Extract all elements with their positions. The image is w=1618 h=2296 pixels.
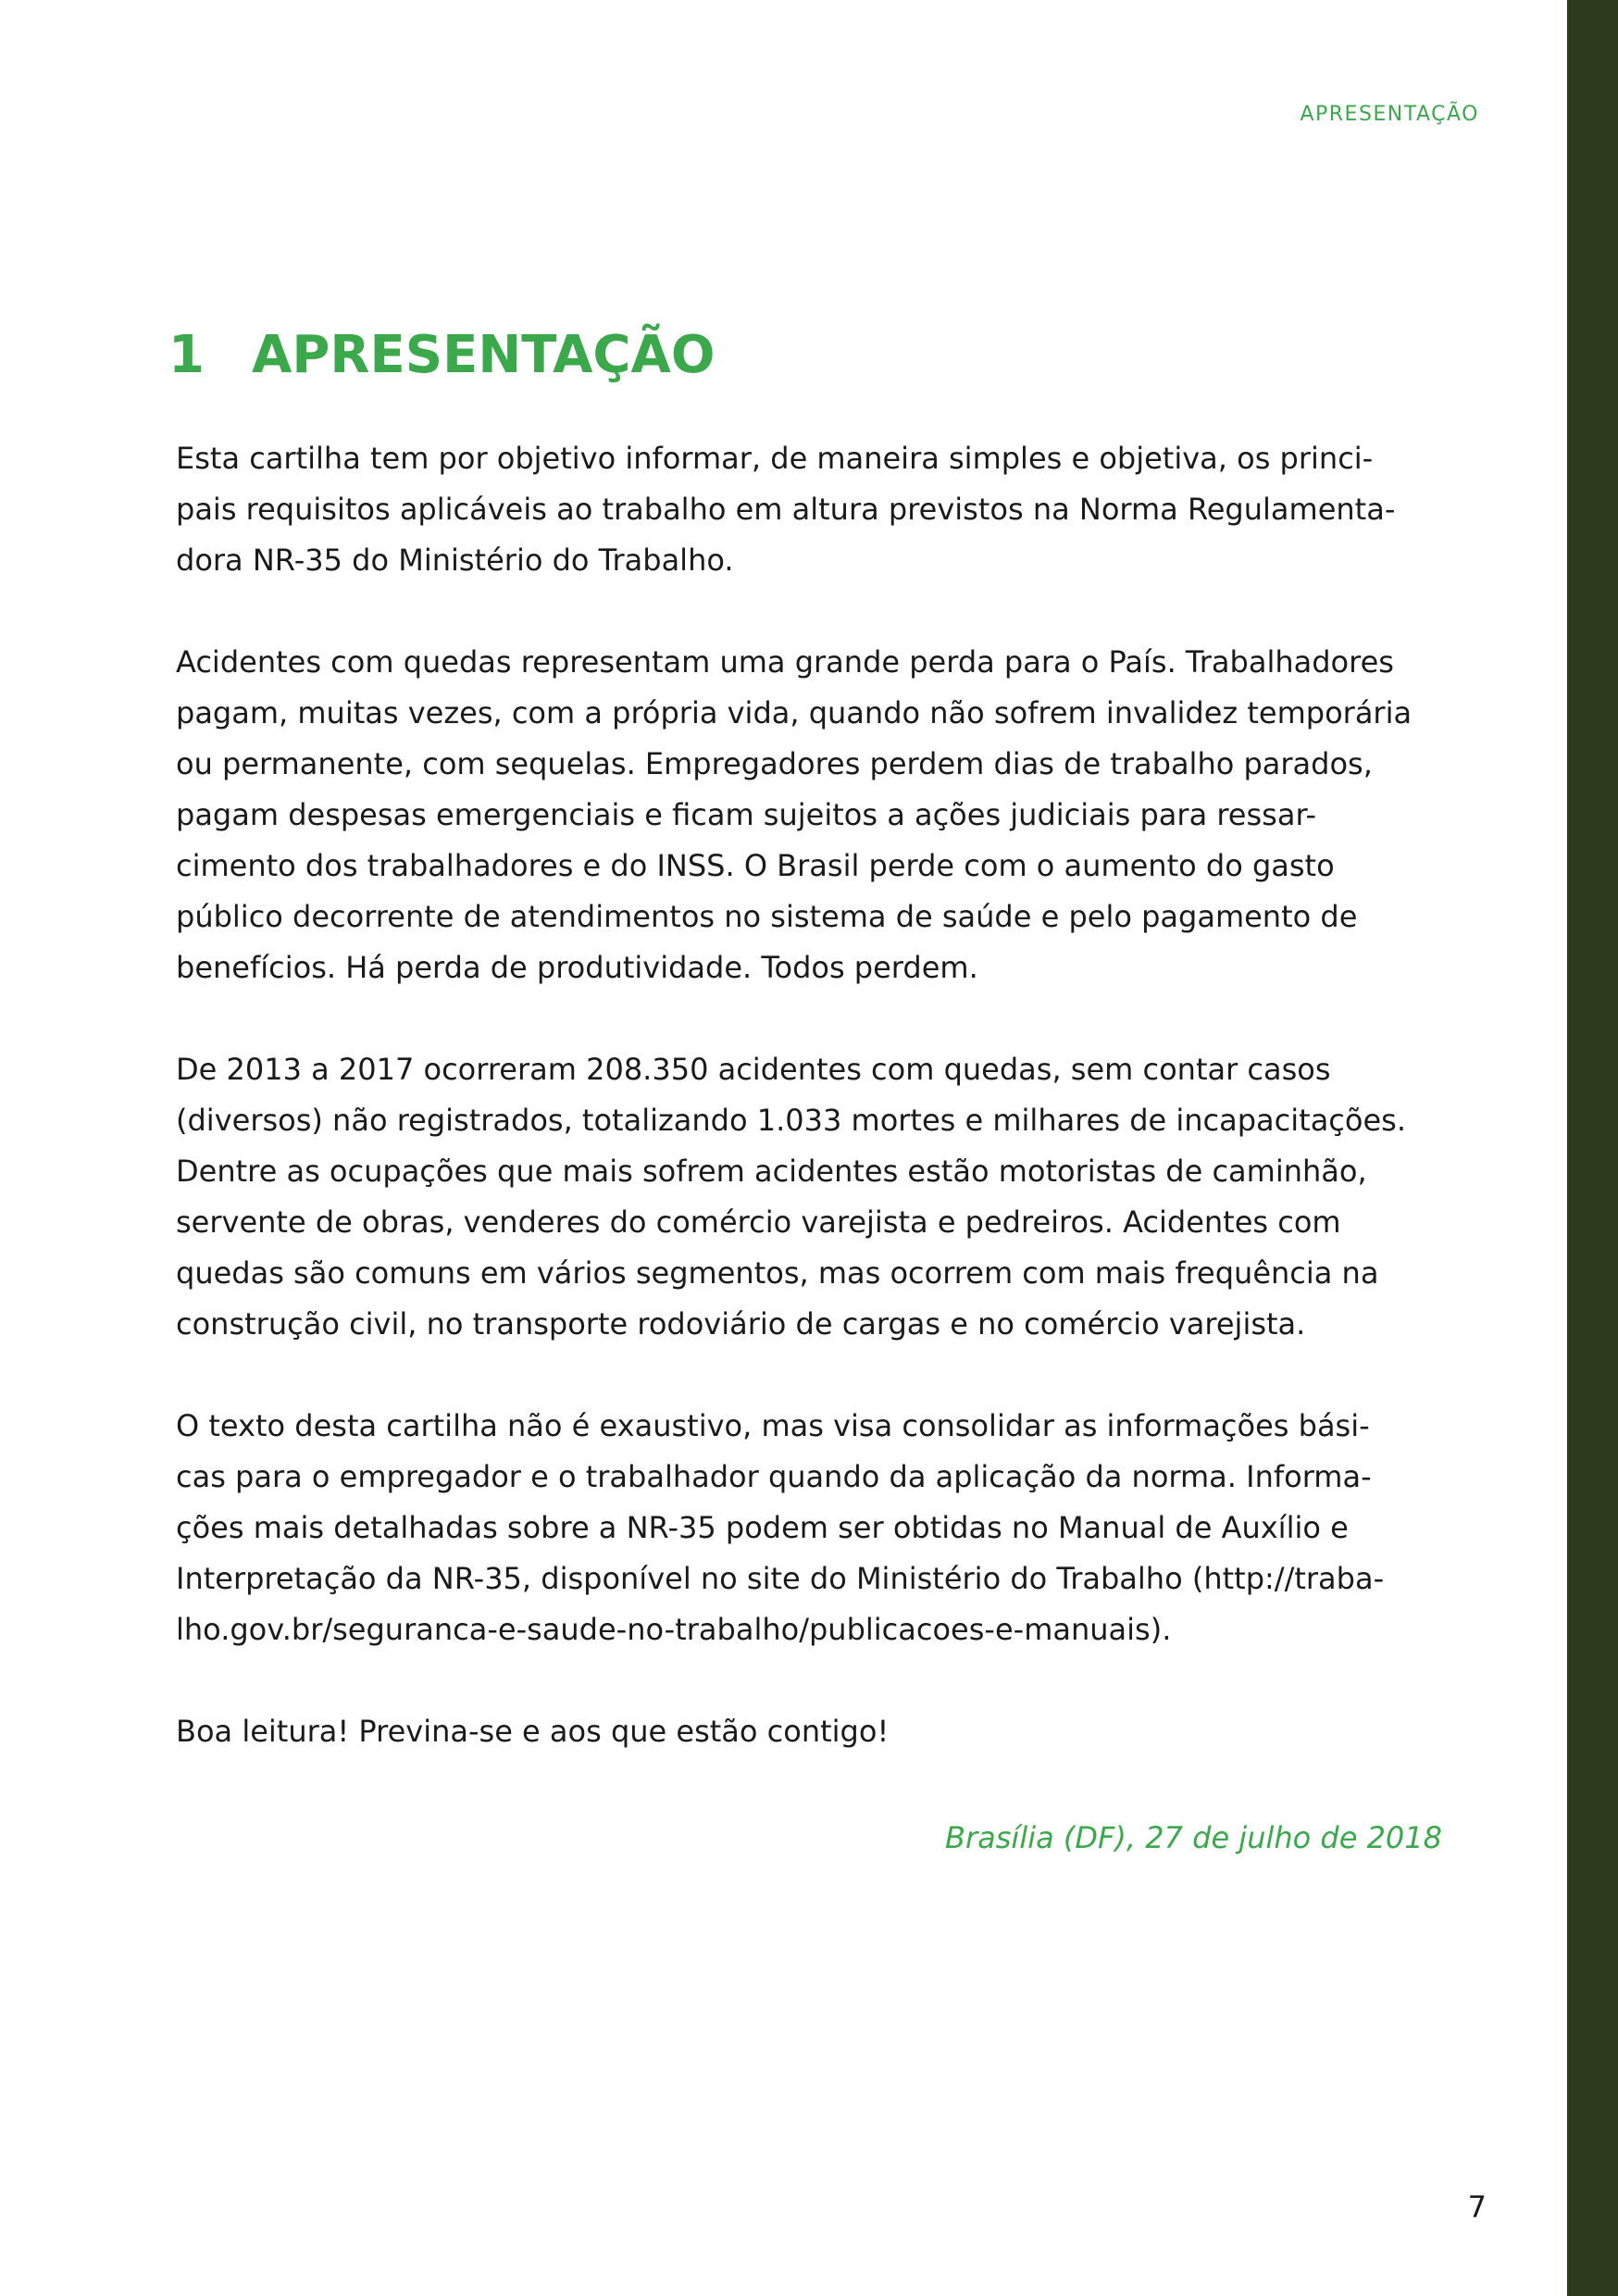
text-line: pais requisitos aplicáveis ao trabalho em altura previstos na Norma Regulamenta-	[176, 492, 1396, 527]
text-line: ções mais detalhadas sobre a NR-35 podem ser obtidas no Manual de Auxílio e	[176, 1510, 1349, 1545]
body-text	[176, 433, 1446, 1808]
text-line: público decorrente de atendimentos no sistema de saúde e pelo pagamento de	[176, 899, 1358, 934]
text-line: cas para o empregador e o trabalhador quando da aplicação da norma. Informa-	[176, 1459, 1372, 1494]
text-line: ou permanente, com sequelas. Empregadores perdem dias de trabalho parados,	[176, 746, 1373, 781]
text-line: Interpretação da NR-35, disponível no site do Ministério do Trabalho (http://traba-	[176, 1561, 1385, 1596]
text-line: De 2013 a 2017 ocorreram 208.350 acidentes com quedas, sem contar casos	[176, 1052, 1331, 1087]
text-line: pagam, muitas vezes, com a própria vida, quando não sofrem invalidez temporária	[176, 695, 1413, 730]
page-edge-bar	[1567, 0, 1618, 2296]
page-number: 7	[1467, 2190, 1487, 2225]
text-line: construção civil, no transporte rodoviário de cargas e no comércio varejista.	[176, 1306, 1306, 1341]
text-line: Dentre as ocupações que mais sofrem acidentes estão motoristas de caminhão,	[176, 1154, 1367, 1189]
text-line: O texto desta cartilha não é exaustivo, mas visa consolidar as informações bási-	[176, 1408, 1370, 1443]
text-line: pagam despesas emergenciais e ficam sujeitos a ações judiciais para ressar-	[176, 797, 1317, 832]
text-line: (diversos) não registrados, totalizando 1.033 mortes e milhares de incapacitações.	[176, 1103, 1406, 1138]
section-number: 1	[168, 324, 205, 385]
text-line: quedas são comuns em vários segmentos, mas ocorrem com mais frequência na	[176, 1255, 1379, 1291]
paragraph-objective	[176, 433, 1446, 586]
paragraph-statistics	[176, 1044, 1446, 1350]
section-title-text: APRESENTAÇÃO	[252, 324, 716, 385]
text-line: Boa leitura! Previna-se e aos que estão contigo!	[176, 1714, 890, 1749]
running-header: APRESENTAÇÃO	[1300, 103, 1479, 126]
section-title	[168, 325, 715, 392]
paragraph-scope	[176, 1401, 1446, 1655]
text-line: servente de obras, venderes do comércio varejista e pedreiros. Acidentes com	[176, 1204, 1341, 1240]
text-line: Acidentes com quedas representam uma grande perda para o País. Trabalhadores	[176, 644, 1394, 680]
signature-place-date: Brasília (DF), 27 de julho de 2018	[945, 1820, 1442, 1855]
text-line: lho.gov.br/seguranca-e-saude-no-trabalho/publicacoes-e-manuais).	[176, 1612, 1172, 1647]
paragraph-closing	[176, 1706, 1446, 1757]
text-line: benefícios. Há perda de produtividade. Todos perdem.	[176, 950, 978, 985]
paragraph-losses	[176, 637, 1446, 993]
text-line: cimento dos trabalhadores e do INSS. O Brasil perde com o aumento do gasto	[176, 848, 1335, 883]
text-line: Esta cartilha tem por objetivo informar, de maneira simples e objetiva, os princi-	[176, 441, 1374, 476]
text-line: dora NR-35 do Ministério do Trabalho.	[176, 543, 734, 578]
